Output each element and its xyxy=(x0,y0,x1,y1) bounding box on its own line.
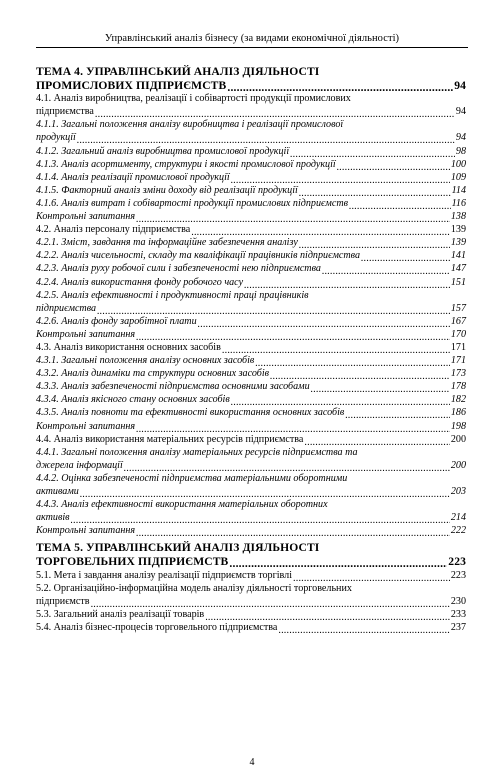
toc-entry-title-line: 4.2.3. Аналіз руху робочої сили і забезпеченості нею підприємства xyxy=(36,263,321,275)
toc-entry-title-line: 4.1.3. Аналіз асортименту, структури і якості промислової продукції xyxy=(36,158,336,170)
dot-leader xyxy=(304,436,449,446)
toc-entry xyxy=(36,354,466,367)
toc-entry-title-line: 5.1. Мета і завдання аналізу реалізації підприємств торгівлі xyxy=(36,569,293,581)
toc-entry-title-line: 4.4.1. Загальні положення аналізу матеріальних ресурсів підприємства та xyxy=(36,446,358,458)
toc-entry-title-line: ТОРГОВЕЛЬНИХ ПІДПРИЄМСТВ xyxy=(36,554,229,568)
dot-leader xyxy=(231,174,450,184)
dot-leader xyxy=(136,423,450,433)
dot-leader xyxy=(77,134,455,144)
toc-entry xyxy=(36,380,466,393)
toc-page-number: 200 xyxy=(450,459,466,471)
toc-page-number: 139 xyxy=(450,237,466,249)
toc-page-number: 171 xyxy=(450,355,466,367)
toc-entry xyxy=(36,92,466,118)
dot-leader xyxy=(71,514,450,524)
toc-entry-title-line: 4.4.2. Оцінка забезпеченості підприємства матеріальними оборотними xyxy=(36,472,348,484)
toc-theme-entry xyxy=(36,541,466,568)
toc-entry xyxy=(36,197,466,210)
toc-entry-title-line: Контрольні запитання xyxy=(36,525,136,537)
toc-entry-title-line: 4.2.1. Зміст, завдання та інформаційне забезпечення аналізу xyxy=(36,237,298,249)
toc-page-number: 94 xyxy=(454,78,466,92)
toc-entry-title-line: 5.3. Загальний аналіз реалізації товарів xyxy=(36,608,205,620)
toc-entry-title-line: 4.3.2. Аналіз динаміки та структури основних засобів xyxy=(36,368,270,380)
dot-leader xyxy=(136,213,450,223)
table-of-contents xyxy=(36,65,466,634)
toc-entry-title-line: Контрольні запитання xyxy=(36,211,136,223)
dot-leader xyxy=(349,200,451,210)
toc-entry xyxy=(36,118,466,144)
toc-entry-title-line: 4.3.4. Аналіз якісного стану основних засобів xyxy=(36,394,230,406)
toc-entry-title-line: 5.4. Аналіз бізнес-процесів торговельного підприємства xyxy=(36,621,278,633)
dot-leader xyxy=(345,409,450,419)
toc-entry xyxy=(36,145,466,158)
toc-entry-title-line: 4.2.2. Аналіз чисельності, складу та кваліфікації працівників підприємства xyxy=(36,250,361,262)
toc-entry xyxy=(36,498,466,524)
toc-entry-title-line: 4.3.1. Загальні положення аналізу основних засобів xyxy=(36,355,255,367)
dot-leader xyxy=(337,161,450,171)
dot-leader xyxy=(229,557,447,569)
toc-page-number: 171 xyxy=(450,341,466,353)
dot-leader xyxy=(227,81,453,93)
toc-entry xyxy=(36,433,466,446)
dot-leader xyxy=(244,279,450,289)
toc-page-number: 230 xyxy=(450,595,466,607)
running-header: Управлінський аналіз бізнесу (за видами економічної діяльності) xyxy=(36,32,468,48)
toc-page-number: 223 xyxy=(448,554,466,568)
toc-entry-title-line: активами xyxy=(36,486,79,497)
toc-page-number: 151 xyxy=(450,276,466,288)
toc-entry-title-line: 4.2.5. Аналіз ефективності і продуктивності праці працівників xyxy=(36,289,309,301)
toc-page-number: 170 xyxy=(450,328,466,340)
dot-leader xyxy=(270,370,450,380)
toc-page-number: 198 xyxy=(450,420,466,432)
toc-entry-title-line: Контрольні запитання xyxy=(36,420,136,432)
toc-entry xyxy=(36,524,466,537)
dot-leader xyxy=(136,331,450,341)
toc-entry-title-line: Контрольні запитання xyxy=(36,328,136,340)
toc-entry xyxy=(36,171,466,184)
toc-entry-title-line: 4.1.6. Аналіз витрат і собівартості продукції промислових підприємств xyxy=(36,197,348,209)
toc-page-number: 178 xyxy=(450,381,466,393)
dot-leader xyxy=(278,624,450,634)
toc-entry xyxy=(36,289,466,315)
toc-entry xyxy=(36,420,466,433)
toc-page-number: 222 xyxy=(450,525,466,537)
dot-leader xyxy=(322,265,450,275)
dot-leader xyxy=(311,383,450,393)
toc-entry-title-line: 5.2. Організаційно-інформаційна модель аналізу діяльності торговельних xyxy=(36,582,352,594)
toc-page-number: 98 xyxy=(455,145,466,157)
dot-leader xyxy=(91,598,450,608)
toc-page-number: 138 xyxy=(450,211,466,223)
dot-leader xyxy=(97,305,450,315)
toc-entry-title-line: підприємства xyxy=(36,106,94,118)
page-number: 4 xyxy=(249,757,255,768)
toc-entry-title-line: активів xyxy=(36,512,70,524)
toc-entry xyxy=(36,367,466,380)
toc-entry xyxy=(36,608,466,621)
toc-page-number: 237 xyxy=(450,621,466,633)
dot-leader xyxy=(293,572,450,582)
toc-page-number: 109 xyxy=(450,171,466,183)
toc-page-number: 141 xyxy=(450,250,466,262)
toc-entry xyxy=(36,236,466,249)
dot-leader xyxy=(290,148,455,158)
toc-page-number: 94 xyxy=(455,106,466,118)
toc-entry-title-line: 4.2.6. Аналіз фонду заробітної плати xyxy=(36,315,197,327)
toc-entry-title-line: джерела інформації xyxy=(36,459,123,471)
dot-leader xyxy=(191,226,450,236)
toc-page-number: 200 xyxy=(450,433,466,445)
toc-theme-entry xyxy=(36,65,466,92)
toc-entry-title-line: 4.2. Аналіз персоналу підприємства xyxy=(36,224,191,236)
toc-page-number: 114 xyxy=(451,184,466,196)
toc-entry-title-line: підприємства xyxy=(36,302,97,314)
toc-entry xyxy=(36,262,466,275)
toc-entry xyxy=(36,341,466,354)
toc-entry-title-line: 4.1.4. Аналіз реалізації промислової продукції xyxy=(36,171,230,183)
dot-leader xyxy=(124,462,450,472)
toc-page-number: 116 xyxy=(451,197,466,209)
toc-page-number: 167 xyxy=(450,315,466,327)
dot-leader xyxy=(136,527,450,537)
toc-entry-title-line: ПРОМИСЛОВИХ ПІДПРИЄМСТВ xyxy=(36,78,227,92)
dot-leader xyxy=(299,239,450,249)
toc-entry xyxy=(36,569,466,582)
dot-leader xyxy=(205,611,450,621)
toc-entry-title-line: підприємств xyxy=(36,595,90,607)
toc-entry-title-line: 4.4. Аналіз використання матеріальних ресурсів підприємства xyxy=(36,433,304,445)
toc-page-number: 139 xyxy=(450,224,466,236)
toc-entry-title-line: 4.3.3. Аналіз забезпеченості підприємства основними засобами xyxy=(36,381,310,393)
toc-page-number: 157 xyxy=(450,302,466,314)
toc-entry xyxy=(36,276,466,289)
toc-entry-title-line: 4.1.5. Факторний аналіз зміни доходу від реалізації продукції xyxy=(36,184,298,196)
toc-page-number: 214 xyxy=(450,512,466,524)
toc-page-number: 186 xyxy=(450,407,466,419)
toc-page-number: 94 xyxy=(455,132,466,144)
dot-leader xyxy=(255,357,450,367)
toc-entry-title-line: ТЕМА 4. УПРАВЛІНСЬКИЙ АНАЛІЗ ДІЯЛЬНОСТІ xyxy=(36,65,320,78)
toc-page-number: 203 xyxy=(450,486,466,497)
toc-entry-title-line: 4.3. Аналіз використання основних засобів xyxy=(36,341,221,353)
toc-entry-title-line: 4.3.5. Аналіз повноти та ефективності використання основних засобів xyxy=(36,407,345,419)
toc-entry xyxy=(36,621,466,634)
toc-page-number: 173 xyxy=(450,368,466,380)
toc-page-number: 233 xyxy=(450,608,466,620)
toc-entry xyxy=(36,184,466,197)
dot-leader xyxy=(231,396,450,406)
toc-entry-title-line: 4.2.4. Аналіз використання фонду робочого часу xyxy=(36,276,244,288)
toc-entry xyxy=(36,472,466,498)
toc-entry-title-line: 4.4.3. Аналіз ефективності використання матеріальних оборотних xyxy=(36,499,328,511)
dot-leader xyxy=(299,187,451,197)
toc-entry-title-line: ТЕМА 5. УПРАВЛІНСЬКИЙ АНАЛІЗ ДІЯЛЬНОСТІ xyxy=(36,541,320,555)
toc-entry xyxy=(36,393,466,406)
toc-entry xyxy=(36,406,466,419)
toc-entry xyxy=(36,223,466,236)
dot-leader xyxy=(80,488,450,498)
toc-entry xyxy=(36,210,466,223)
toc-entry-title-line: 4.1.1. Загальні положення аналізу виробництва і реалізації промислової xyxy=(36,119,344,131)
toc-entry xyxy=(36,446,466,472)
toc-entry xyxy=(36,158,466,171)
dot-leader xyxy=(95,108,455,118)
toc-entry-title-line: 4.1. Аналіз виробництва, реалізації і собівартості продукції промислових xyxy=(36,93,351,105)
toc-entry-title-line: продукції xyxy=(36,132,76,144)
dot-leader xyxy=(361,252,450,262)
toc-page-number: 100 xyxy=(450,158,466,170)
toc-entry xyxy=(36,582,466,608)
toc-entry xyxy=(36,328,466,341)
toc-page-number: 223 xyxy=(450,569,466,581)
dot-leader xyxy=(198,318,450,328)
toc-page-number: 147 xyxy=(450,263,466,275)
toc-entry xyxy=(36,249,466,262)
toc-entry xyxy=(36,315,466,328)
dot-leader xyxy=(222,344,450,354)
toc-page-number: 182 xyxy=(450,394,466,406)
toc-entry-title-line: 4.1.2. Загальний аналіз виробництва промислової продукції xyxy=(36,145,290,157)
